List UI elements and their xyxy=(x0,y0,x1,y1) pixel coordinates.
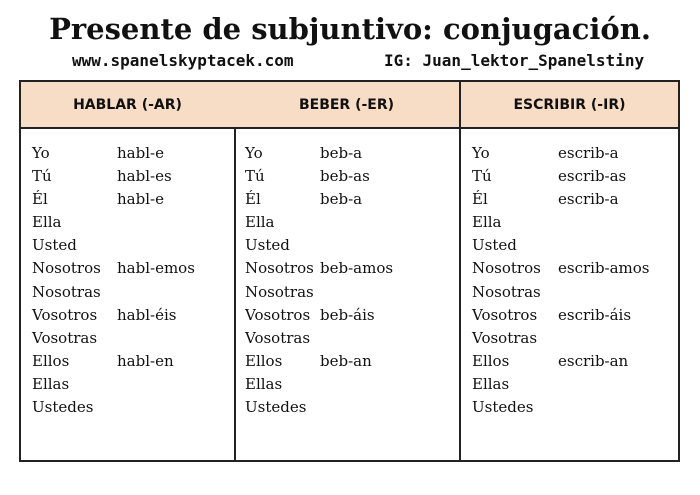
table-row xyxy=(234,375,459,398)
verb-form: escrib-amos xyxy=(558,259,650,278)
pronoun-label: Ella xyxy=(245,213,275,232)
pronoun-label: Vosotras xyxy=(472,328,538,347)
table-row xyxy=(21,167,234,190)
conjugation-table xyxy=(19,80,680,462)
pronoun-label: Ellas xyxy=(32,374,70,393)
table-row xyxy=(234,283,459,306)
verb-form: habl-en xyxy=(117,351,174,370)
verb-form: beb-a xyxy=(320,190,363,209)
pronoun-label: Yo xyxy=(245,144,263,162)
pronoun-label: Usted xyxy=(245,236,290,255)
verb-form: beb-as xyxy=(320,167,370,186)
pronoun-label: Usted xyxy=(472,236,517,255)
page-title: Presente de subjuntivo: conjugación. xyxy=(49,12,651,46)
pronoun-label: Ellos xyxy=(32,351,70,370)
table-row xyxy=(461,236,678,259)
column-heading: HABLAR (-AR) xyxy=(21,82,234,129)
table-row xyxy=(461,167,678,190)
pronoun-label: Tú xyxy=(32,167,52,186)
table-row xyxy=(21,398,234,421)
table-row xyxy=(234,352,459,375)
verb-form: habl-es xyxy=(117,167,172,186)
pronoun-label: Nosotras xyxy=(472,282,541,301)
row-list xyxy=(21,144,234,421)
table-row xyxy=(21,283,234,306)
pronoun-label: Ustedes xyxy=(32,398,94,417)
table-row xyxy=(21,375,234,398)
verb-form: habl-éis xyxy=(117,305,177,324)
pronoun-label: Tú xyxy=(472,167,492,186)
verb-form: habl-e xyxy=(117,144,164,162)
pronoun-label: Ella xyxy=(472,213,502,232)
verb-form: escrib-áis xyxy=(558,305,632,324)
table-row xyxy=(461,398,678,421)
pronoun-label: Vosotros xyxy=(245,305,311,324)
table-row xyxy=(234,329,459,352)
table-row xyxy=(461,283,678,306)
website-text: www.spanelskyptacek.com xyxy=(72,51,294,70)
pronoun-label: Él xyxy=(32,190,48,209)
table-row xyxy=(234,236,459,259)
pronoun-label: Ellas xyxy=(245,374,283,393)
table-row xyxy=(461,144,678,167)
verb-form: beb-a xyxy=(320,144,363,162)
pronoun-label: Él xyxy=(245,190,261,209)
table-row xyxy=(461,329,678,352)
table-row xyxy=(234,144,459,167)
table-row xyxy=(21,236,234,259)
verb-form: habl-e xyxy=(117,190,164,209)
table-row xyxy=(461,213,678,236)
verb-form: escrib-a xyxy=(558,144,619,162)
pronoun-label: Ellas xyxy=(472,374,510,393)
column-escribir xyxy=(461,82,678,460)
pronoun-label: Él xyxy=(472,190,488,209)
column-hablar xyxy=(21,82,236,460)
table-row xyxy=(234,259,459,282)
table-row xyxy=(234,398,459,421)
table-row xyxy=(461,306,678,329)
instagram-handle: IG: Juan_lektor_Spanelstiny xyxy=(384,51,645,70)
pronoun-label: Yo xyxy=(472,144,490,162)
table-row xyxy=(234,213,459,236)
table-row xyxy=(21,306,234,329)
table-row xyxy=(461,190,678,213)
column-heading: ESCRIBIR (-IR) xyxy=(461,82,678,129)
pronoun-label: Nosotras xyxy=(245,282,314,301)
pronoun-label: Ellos xyxy=(245,351,283,370)
verb-form: habl-emos xyxy=(117,259,195,278)
table-row xyxy=(21,259,234,282)
pronoun-label: Ella xyxy=(32,213,62,232)
row-list xyxy=(234,144,459,421)
pronoun-label: Nosotros xyxy=(32,259,101,278)
row-list xyxy=(461,144,678,421)
verb-form: beb-áis xyxy=(320,305,375,324)
pronoun-label: Nosotras xyxy=(32,282,101,301)
table-row xyxy=(21,190,234,213)
column-heading: BEBER (-ER) xyxy=(234,82,459,129)
verb-form: escrib-a xyxy=(558,190,619,209)
table-row xyxy=(21,352,234,375)
pronoun-label: Ustedes xyxy=(245,398,307,417)
verb-form: escrib-an xyxy=(558,351,629,370)
table-row xyxy=(234,306,459,329)
table-row xyxy=(234,167,459,190)
verb-form: beb-an xyxy=(320,351,372,370)
pronoun-label: Vosotros xyxy=(472,305,538,324)
table-row xyxy=(21,329,234,352)
verb-form: beb-amos xyxy=(320,259,394,278)
table-row xyxy=(461,259,678,282)
pronoun-label: Vosotras xyxy=(245,328,311,347)
table-row xyxy=(21,144,234,167)
pronoun-label: Vosotros xyxy=(32,305,98,324)
column-beber xyxy=(234,82,461,460)
pronoun-label: Yo xyxy=(32,144,50,162)
pronoun-label: Ustedes xyxy=(472,398,534,417)
pronoun-label: Usted xyxy=(32,236,77,255)
pronoun-label: Tú xyxy=(245,167,265,186)
pronoun-label: Ellos xyxy=(472,351,510,370)
table-row xyxy=(234,190,459,213)
table-row xyxy=(461,352,678,375)
pronoun-label: Nosotros xyxy=(472,259,541,278)
table-row xyxy=(461,375,678,398)
table-row xyxy=(21,213,234,236)
pronoun-label: Vosotras xyxy=(32,328,98,347)
pronoun-label: Nosotros xyxy=(245,259,314,278)
verb-form: escrib-as xyxy=(558,167,627,186)
